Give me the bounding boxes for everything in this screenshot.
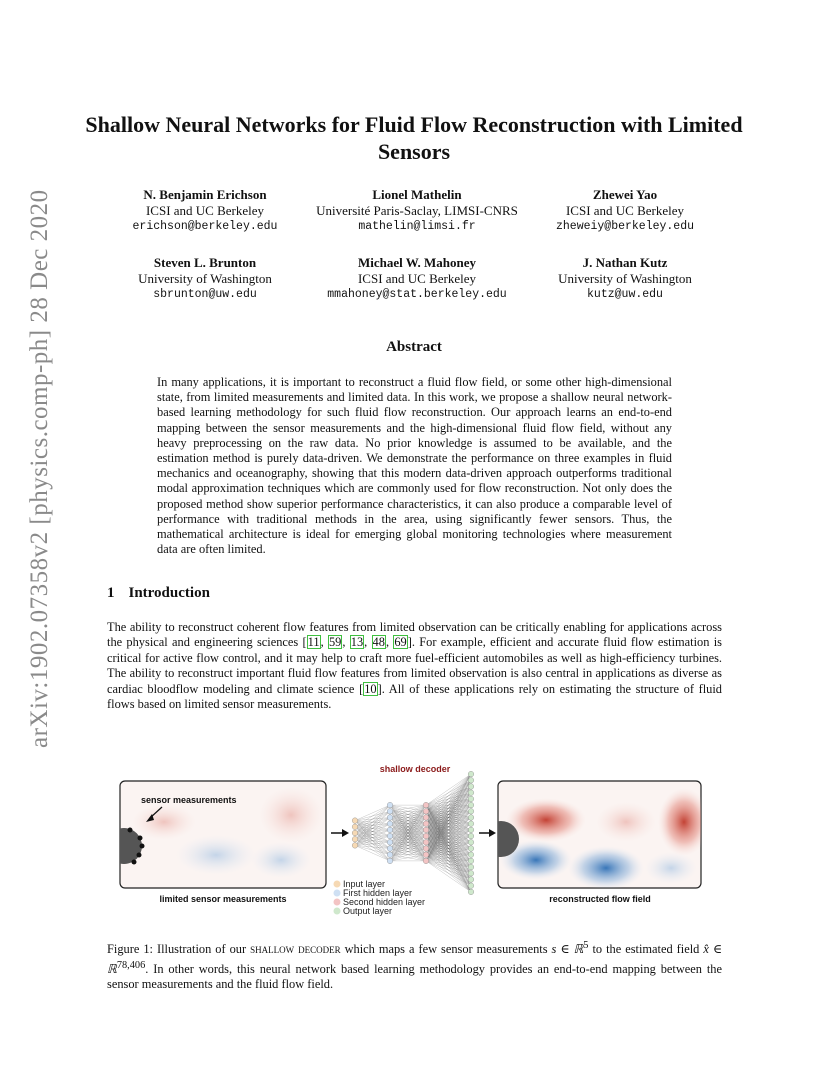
author-block xyxy=(505,187,745,235)
citation-link[interactable]: 10 xyxy=(364,681,377,696)
first-hidden-neuron xyxy=(387,821,393,827)
output-neuron xyxy=(468,833,474,839)
output-neuron xyxy=(468,796,474,802)
output-neuron xyxy=(468,840,474,846)
author-name: Michael W. Mahoney xyxy=(357,255,477,270)
second-hidden-neuron xyxy=(423,802,429,808)
output-neuron xyxy=(468,784,474,790)
second-hidden-neuron xyxy=(423,815,429,821)
legend-first-hidden-layer: First hidden layer xyxy=(343,888,413,898)
caption-text: . In other words, this neural network based learning methodology provides an end-to-end mapping between the sensor measurements and the fluid flow field. xyxy=(107,961,722,992)
network-legend xyxy=(334,879,426,916)
author-block xyxy=(85,187,325,235)
author-name: J. Nathan Kutz xyxy=(582,255,668,270)
first-hidden-neuron xyxy=(387,858,393,864)
output-neuron xyxy=(468,815,474,821)
intro-text: . All of these applications rely on estimating the structure of fluid flows based on limited sensor measurements. xyxy=(107,681,722,712)
input-neuron xyxy=(352,836,358,842)
legend-swatch-first-hidden xyxy=(334,890,341,897)
second-hidden-neuron xyxy=(423,846,429,852)
output-neuron xyxy=(468,827,474,833)
output-neuron xyxy=(468,778,474,784)
math-x-hat: x̂ ∈ ℝ xyxy=(107,942,722,976)
figure-caption xyxy=(107,938,722,992)
output-neuron xyxy=(468,846,474,852)
caption-text: which maps a few sensor measurements xyxy=(340,942,552,957)
network-connection xyxy=(426,774,471,824)
output-neuron xyxy=(468,877,474,883)
second-hidden-neuron xyxy=(423,827,429,833)
author-block xyxy=(297,187,537,235)
abstract-heading: Abstract xyxy=(386,339,442,355)
legend-swatch-input xyxy=(334,881,341,888)
arrow-out-of-network xyxy=(479,829,496,837)
author-block xyxy=(505,255,745,303)
math-s: s ∈ ℝ xyxy=(551,942,584,957)
author-email[interactable]: mmahoney@stat.berkeley.edu xyxy=(327,288,507,301)
introduction-paragraph: The ability to reconstruct coherent flow features from limited observation can be critically enabling for applications across the physical and engineering sciences [11, 59, 13, 48, 69]. For example, efficient and accurate fluid flow estimation is critical for active flow control, and it may help to craft more fuel-efficient automobiles as well as high-efficiency turbines. The ability to reconstruct important fluid flow features from limited observation is also central in applications as diverse as cardiac bloodflow modeling and climate science [10]. All of these applications rely on estimating the structure of fluid flows based on limited sensor measurements. xyxy=(107,620,722,712)
shallow-decoder-label: shallow decoder xyxy=(379,764,451,774)
author-block xyxy=(85,255,325,303)
abstract-text: In many applications, it is important to reconstruct a fluid flow field, or some other high-dimensional state, from limited measurements and limited data. In this work, we propose a shallow neural network-based learning methodology for such fluid flow reconstruction. Our approach learns an end-to-end mapping between the sensor measurements and the high-dimensional fluid flow field, without any heavy preprocessing on the raw data. No prior knowledge is assumed to be available, and the estimation method is purely data-driven. We demonstrate the performance on three examples in fluid mechanics and oceanography, showing that this modern data-driven approach outperforms traditional modal approximation techniques which are commonly used for flow reconstruction. Not only does the proposed method show superior performance characteristics, it can also produce a comparable level of performance with traditional methods in the area, using significantly fewer sensors. Thus, the mathematical architecture is ideal for emerging global monitoring technologies where measurement data are often limited. xyxy=(157,375,672,557)
author-email[interactable]: erichson@berkeley.edu xyxy=(132,220,278,233)
input-neuron xyxy=(352,824,358,830)
network-connection xyxy=(426,774,471,811)
sensor-measurements-label: sensor measurements xyxy=(141,795,237,805)
author-affiliation: Université Paris-Saclay, LIMSI-CNRS xyxy=(316,203,518,218)
output-neuron xyxy=(468,821,474,827)
first-hidden-neuron xyxy=(387,840,393,846)
citation-link[interactable]: 13 xyxy=(350,635,364,650)
output-neuron xyxy=(468,802,474,808)
author-name: Zhewei Yao xyxy=(592,187,658,202)
legend-second-hidden-layer: Second hidden layer xyxy=(343,897,426,907)
left-panel-caption: limited sensor measurements xyxy=(159,894,287,904)
author-affiliation: ICSI and UC Berkeley xyxy=(357,271,477,286)
second-hidden-neuron xyxy=(423,858,429,864)
author-affiliation: University of Washington xyxy=(138,271,272,286)
input-neuron xyxy=(352,843,358,849)
first-hidden-neuron xyxy=(387,802,393,808)
second-hidden-neuron xyxy=(423,852,429,858)
input-neuron xyxy=(352,818,358,824)
reconstructed-flow-panel xyxy=(483,781,710,904)
first-hidden-neuron xyxy=(387,852,393,858)
first-hidden-neuron xyxy=(387,815,393,821)
intro-text: . For example, efficient and accurate fluid flow estimation is critical for active flow control, and it may help to craft more fuel-efficient automobiles as well as high-efficiency turbines. The ability to reconstruct important fluid flow features from limited observation is also central in applications as diverse as cardiac bloodflow modeling and climate science xyxy=(107,635,722,696)
figure-shallow-decoder xyxy=(106,760,722,930)
output-neuron xyxy=(468,883,474,889)
legend-swatch-second-hidden xyxy=(334,899,341,906)
second-hidden-neuron xyxy=(423,821,429,827)
author-email[interactable]: mathelin@limsi.fr xyxy=(358,220,476,233)
author-email[interactable]: zheweiy@berkeley.edu xyxy=(555,220,695,233)
output-neuron xyxy=(468,864,474,870)
caption-text: Figure 1: Illustration of our xyxy=(107,942,251,957)
output-neuron xyxy=(468,858,474,864)
author-affiliation: ICSI and UC Berkeley xyxy=(565,203,685,218)
legend-input-layer: Input layer xyxy=(343,879,386,889)
citation-link[interactable]: 48 xyxy=(372,635,385,650)
legend-swatch-output xyxy=(334,908,341,915)
first-hidden-neuron xyxy=(387,809,393,815)
second-hidden-neuron xyxy=(423,840,429,846)
limited-sensor-panel xyxy=(106,781,326,904)
math-x-exponent: 78,406 xyxy=(116,959,146,971)
output-neuron xyxy=(468,809,474,815)
first-hidden-neuron xyxy=(387,833,393,839)
author-email[interactable]: sbrunton@uw.edu xyxy=(153,288,257,301)
output-neuron xyxy=(468,871,474,877)
output-neuron xyxy=(468,852,474,858)
input-neuron xyxy=(352,830,358,836)
method-name: shallow decoder xyxy=(250,942,341,957)
author-name: N. Benjamin Erichson xyxy=(143,187,267,202)
section-title: Introduction xyxy=(128,585,210,601)
author-email[interactable]: kutz@uw.edu xyxy=(587,288,663,301)
network-connection xyxy=(426,861,471,886)
section-heading xyxy=(107,585,210,602)
citation-link[interactable]: 69 xyxy=(394,635,407,650)
neural-network-diagram xyxy=(352,771,474,894)
section-number: 1 xyxy=(107,585,115,601)
arrow-into-network xyxy=(331,829,349,837)
network-connection xyxy=(355,805,390,827)
author-affiliation: University of Washington xyxy=(558,271,692,286)
author-name: Lionel Mathelin xyxy=(372,187,462,202)
author-name: Steven L. Brunton xyxy=(153,255,257,270)
first-hidden-neuron xyxy=(387,827,393,833)
output-neuron xyxy=(468,771,474,777)
arxiv-side-stamp: arXiv:1902.07358v2 [physics.comp-ph] 28 Dec 2020 xyxy=(26,189,53,748)
network-connection xyxy=(426,861,471,873)
first-hidden-neuron xyxy=(387,846,393,852)
legend-output-layer: Output layer xyxy=(343,906,393,916)
output-neuron xyxy=(468,889,474,895)
right-panel-caption: reconstructed flow field xyxy=(549,894,651,904)
citation-link[interactable]: 11 xyxy=(307,635,320,650)
intro-text: The ability to reconstruct coherent flow features from limited observation can be critically enabling for applications across the physical and engineering sciences xyxy=(107,620,722,650)
output-neuron xyxy=(468,790,474,796)
second-hidden-neuron xyxy=(423,809,429,815)
author-affiliation: ICSI and UC Berkeley xyxy=(145,203,265,218)
citation-link[interactable]: 59 xyxy=(328,635,342,650)
caption-text: to the estimated field xyxy=(588,942,704,957)
math-s-exponent: 5 xyxy=(583,940,589,951)
second-hidden-neuron xyxy=(423,833,429,839)
paper-title: Shallow Neural Networks for Fluid Flow Reconstruction with Limited Sensors xyxy=(85,112,743,164)
author-block xyxy=(297,255,537,303)
